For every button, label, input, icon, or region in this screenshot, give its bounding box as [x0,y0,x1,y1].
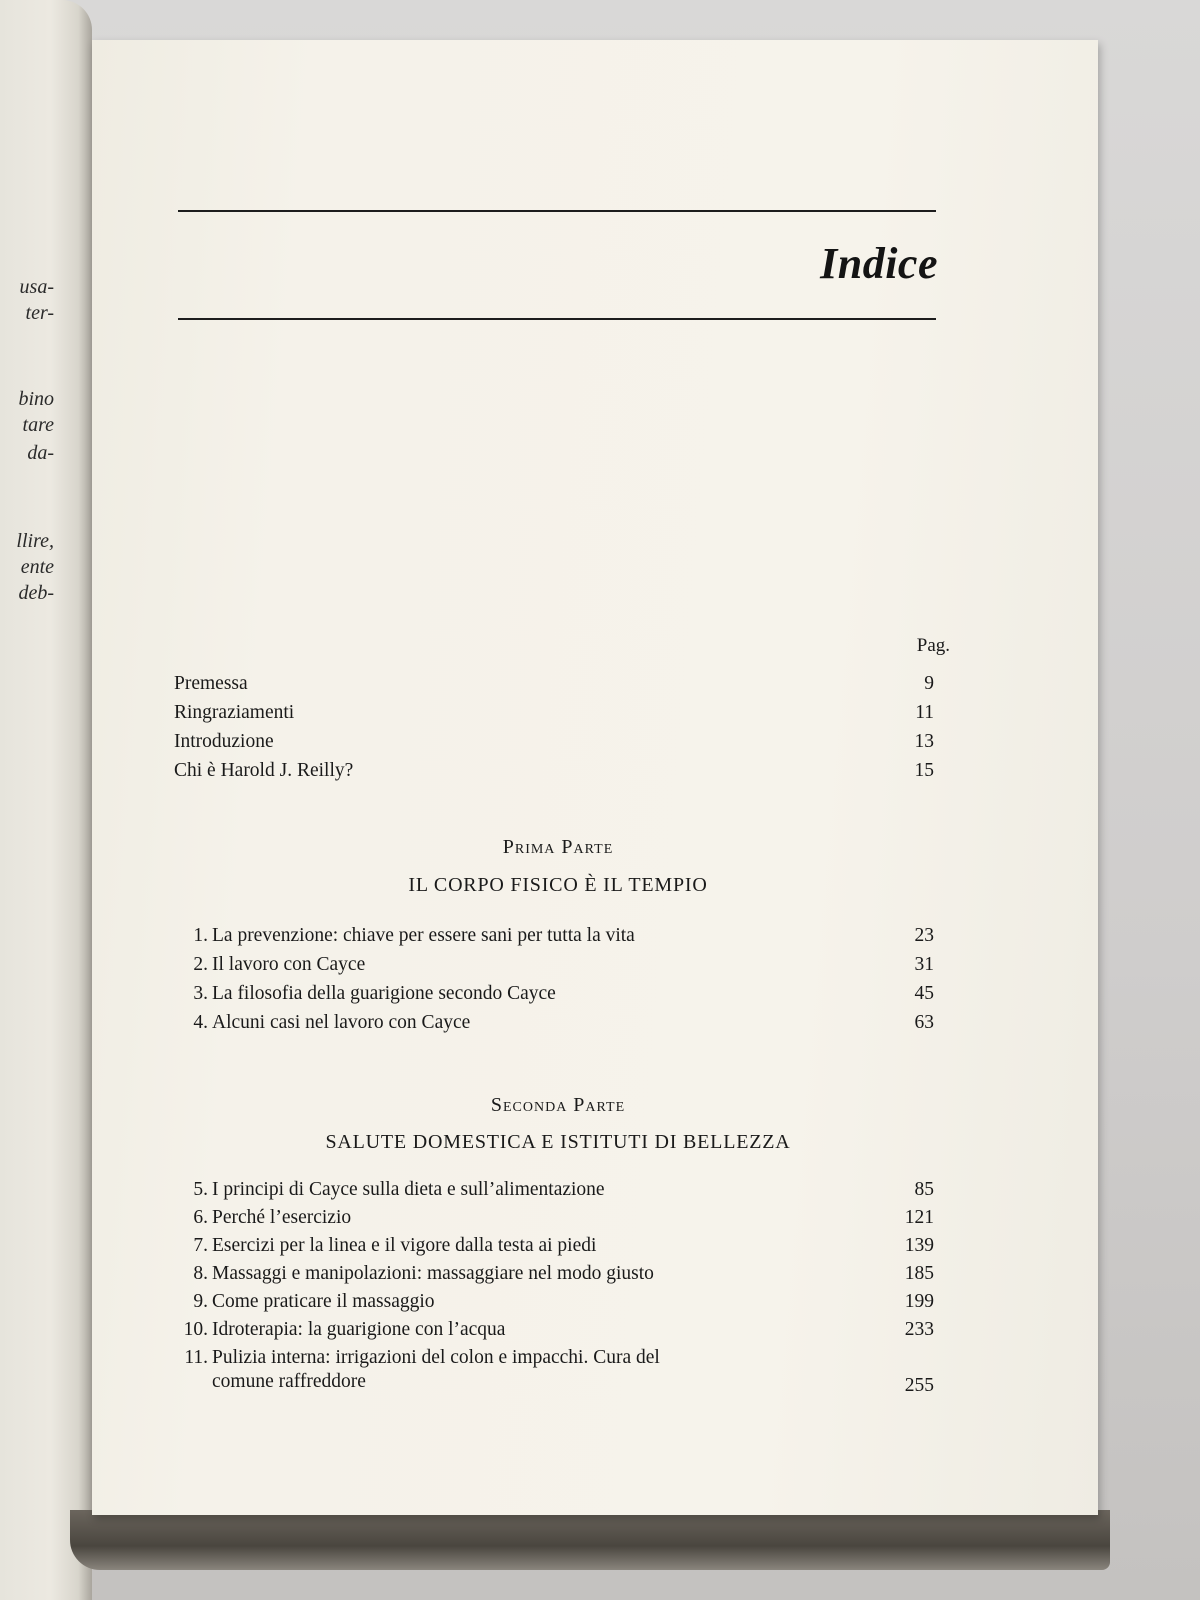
chapter-page: 121 [904,1207,934,1228]
chapter-number: 3. [193,983,208,1004]
toc-entry-title: Introduzione [174,731,274,752]
part-title: SALUTE DOMESTICA E ISTITUTI DI BELLEZZA [325,1131,791,1153]
chapter-number: 7. [193,1235,208,1256]
chapter-title: La prevenzione: chiave per essere sani per tutta la vita [212,925,635,946]
book-edge [70,1510,1110,1570]
page-title: Indice [820,239,938,288]
chapter-entry [174,1344,934,1400]
chapter-number: 11. [184,1347,208,1368]
chapter-number: 9. [193,1291,208,1312]
facing-page-fragment: bino [18,388,54,410]
facing-page-fragment: llire, [16,530,54,552]
chapter-page: 233 [904,1319,934,1340]
chapter-page: 31 [914,954,934,975]
facing-page-fragment: da- [27,442,54,464]
index-page [92,40,1098,1515]
chapter-number: 5. [193,1179,208,1200]
chapter-number: 1. [193,925,208,946]
toc-entry-page: 13 [914,731,934,752]
chapter-page: 255 [904,1375,934,1396]
chapter-page: 23 [914,925,934,946]
chapter-title: I principi di Cayce sulla dieta e sull’alimentazione [212,1179,605,1200]
chapter-number: 8. [193,1263,208,1284]
facing-page-fragment: ente [20,556,54,578]
top-rule [178,210,936,212]
toc-entry-page: 15 [914,760,934,781]
chapter-title: Alcuni casi nel lavoro con Cayce [212,1012,471,1033]
facing-page-fragment: ter- [25,302,54,324]
chapter-title: Pulizia interna: irrigazioni del colon e impacchi. Cura del [212,1347,660,1368]
toc-entry-page: 11 [915,702,934,723]
toc-entry-title: Ringraziamenti [174,702,295,723]
part-label: Prima Parte [502,836,614,858]
chapter-title: Come praticare il massaggio [212,1291,435,1312]
chapter-title-continuation: comune raffreddore [212,1371,366,1392]
chapter-page: 185 [904,1263,934,1284]
facing-page [0,0,92,1600]
toc-entry-page: 9 [924,673,934,694]
part-label: Seconda Parte [490,1094,626,1116]
toc-entry-title: Premessa [174,673,248,694]
chapter-title: La filosofia della guarigione secondo Cayce [212,983,556,1004]
chapter-title: Perché l’esercizio [212,1207,352,1228]
chapter-title: Massaggi e manipolazioni: massaggiare nel modo giusto [212,1263,654,1284]
chapter-page: 45 [914,983,934,1004]
chapter-title: Idroterapia: la guarigione con l’acqua [212,1319,506,1340]
part-title: IL CORPO FISICO È IL TEMPIO [408,874,708,896]
chapter-number: 2. [193,954,208,975]
page-column-header: Pag. [916,635,950,656]
chapter-number: 10. [183,1319,208,1340]
chapter-title: Il lavoro con Cayce [212,954,366,975]
chapter-page: 199 [904,1291,934,1312]
bottom-rule [178,318,936,320]
facing-page-fragment: deb- [18,582,54,604]
facing-page-fragment: tare [22,414,54,436]
chapter-title: Esercizi per la linea e il vigore dalla testa ai piedi [212,1235,597,1256]
toc-entry-title: Chi è Harold J. Reilly? [174,760,354,781]
chapter-number: 6. [193,1207,208,1228]
chapter-number: 4. [193,1012,208,1033]
chapter-page: 85 [914,1179,934,1200]
chapter-page: 139 [904,1235,934,1256]
facing-page-fragment: usa- [19,276,54,298]
chapter-page: 63 [914,1012,934,1033]
